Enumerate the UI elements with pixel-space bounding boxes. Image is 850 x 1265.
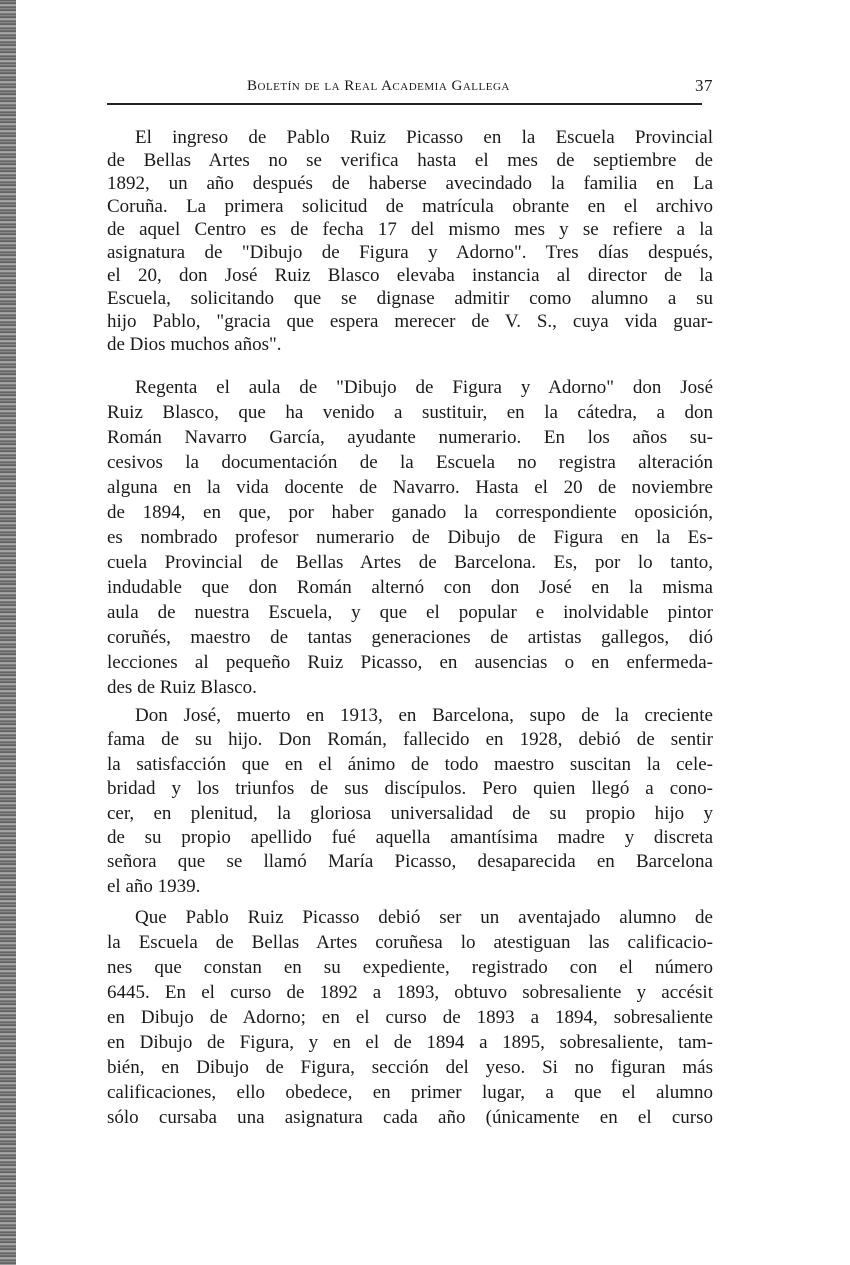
text-line: de aquel Centro es de fecha 17 del mismo mes y se refiere a la [107, 219, 713, 240]
text-line: cesivos la documentación de la Escuela no registra alteración [107, 452, 713, 473]
text-line: la Escuela de Bellas Artes coruñesa lo atestiguan las calificacio- [107, 932, 713, 953]
paragraph [107, 375, 713, 700]
running-title: Boletín de la Real Academia Gallega [247, 78, 510, 94]
text-line: sólo cursaba una asignatura cada año (únicamente en el curso [107, 1107, 713, 1128]
text-line: Don José, muerto en 1913, en Barcelona, supo de la creciente [135, 705, 713, 726]
text-line: calificaciones, ello obedece, en primer lugar, a que el alumno [107, 1082, 713, 1103]
text-line: fama de su hijo. Don Román, fallecido en 1928, debió de sentir [107, 729, 713, 751]
text-line: Ruiz Blasco, que ha venido a sustituir, en la cátedra, a don [107, 402, 713, 423]
text-line: nes que constan en su expediente, registrado con el número [107, 957, 713, 978]
text-line: 6445. En el curso de 1892 a 1893, obtuvo sobresaliente y accésit [107, 982, 713, 1003]
text-line: Escuela, solicitando que se dignase admitir como alumno a su [107, 288, 713, 309]
page-number: 37 [695, 76, 713, 95]
text-line: coruñés, maestro de tantas generaciones de artistas gallegos, dió [107, 627, 713, 648]
text-line: des de Ruiz Blasco. [107, 677, 257, 698]
scan-edge [0, 0, 16, 1265]
text-line: indudable que don Román alternó con don José en la misma [107, 577, 713, 598]
text-line: de 1894, en que, por haber ganado la correspondiente oposición, [107, 502, 713, 523]
text-line: el año 1939. [107, 875, 201, 897]
text-line: la satisfacción que en el ánimo de todo maestro suscitan la cele- [107, 753, 713, 775]
text-line: Román Navarro García, ayudante numerario. En los años su- [107, 427, 713, 448]
text-line: cuela Provincial de Bellas Artes de Barcelona. Es, por lo tanto, [107, 552, 713, 573]
header-rule [107, 103, 702, 105]
text-line: hijo Pablo, "gracia que espera merecer de V. S., cuya vida guar- [107, 311, 713, 332]
text-line: de Dios muchos años". [107, 334, 282, 355]
text-line: bridad y los triunfos de sus discípulos. Pero quien llegó a cono- [107, 778, 713, 800]
text-line: 1892, un año después de haberse avecindado la familia en La [107, 173, 713, 194]
text-line: Coruña. La primera solicitud de matrícula obrante en el archivo [107, 196, 713, 217]
text-line: el 20, don José Ruiz Blasco elevaba instancia al director de la [107, 265, 713, 286]
text-line: en Dibujo de Adorno; en el curso de 1893 a 1894, sobresaliente [107, 1007, 713, 1028]
text-line: lecciones al pequeño Ruiz Picasso, en ausencias o en enfermeda- [107, 652, 713, 673]
paragraph [107, 704, 713, 899]
paragraph [107, 905, 713, 1130]
text-line: cer, en plenitud, la gloriosa universalidad de su propio hijo y [107, 802, 713, 824]
running-header [107, 76, 713, 100]
text-line: Regenta el aula de "Dibujo de Figura y Adorno" don José [135, 377, 713, 398]
text-line: asignatura de "Dibujo de Figura y Adorno". Tres días después, [107, 242, 713, 263]
text-line: de su propio apellido fué aquella amantísima madre y discreta [107, 826, 713, 848]
text-line: bién, en Dibujo de Figura, sección del yeso. Si no figuran más [107, 1057, 713, 1078]
text-line: El ingreso de Pablo Ruiz Picasso en la Escuela Provincial [135, 127, 713, 148]
text-line: Que Pablo Ruiz Picasso debió ser un aventajado alumno de [135, 907, 713, 928]
text-line: de Bellas Artes no se verifica hasta el mes de septiembre de [107, 150, 713, 171]
text-line: aula de nuestra Escuela, y que el popular e inolvidable pintor [107, 602, 713, 623]
paragraph [107, 126, 713, 356]
text-line: señora que se llamó María Picasso, desaparecida en Barcelona [107, 851, 713, 873]
text-line: en Dibujo de Figura, y en el de 1894 a 1895, sobresaliente, tam- [107, 1032, 713, 1053]
text-line: es nombrado profesor numerario de Dibujo de Figura en la Es- [107, 527, 713, 548]
text-line: alguna en la vida docente de Navarro. Hasta el 20 de noviembre [107, 477, 713, 498]
